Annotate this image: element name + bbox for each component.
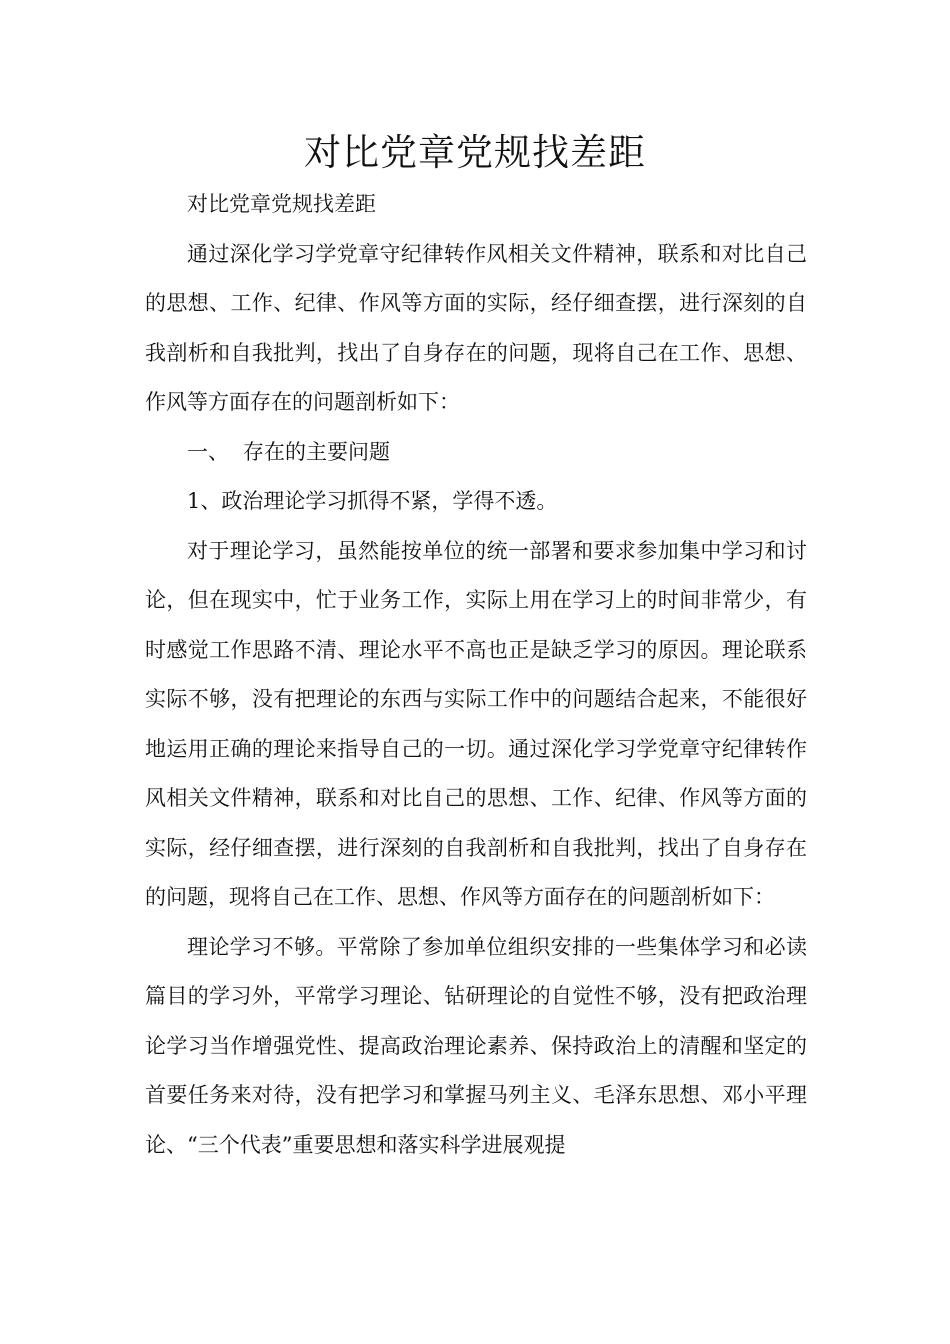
item-heading: 1、政治理论学习抓得不紧，学得不透。: [187, 489, 558, 513]
body-paragraph-2: 对于理论学习，虽然能按单位的统一部署和要求参加集中学习和讨论，但在现实中，忙于业务工作，实际上用在学习上的时间非常少，有时感觉工作思路不清、理论水平不高也正是缺乏学习的原因。理论联系实际不够，没有把理论的东西与实际工作中的问题结合起来，不能很好地运用正确的理论来指导自己的一切。通过深化学习学党章守纪律转作风相关文件精神，联系和对比自己的思想、工作、纪律、作风等方面的实际，经仔细查摆，进行深刻的自我剖析和自我批判，找出了自身存在的问题，现将自己在工作、思想、作风等方面存在的问题剖析如下：: [145, 538, 807, 909]
intro-paragraph: 通过深化学习学党章守纪律转作风相关文件精神，联系和对比自己的思想、工作、纪律、作风等方面的实际，经仔细查摆，进行深刻的自我剖析和自我批判，找出了自身存在的问题，现将自己在工作、思想、作风等方面存在的问题剖析如下：: [145, 241, 807, 414]
document-body: [145, 180, 807, 1170]
body-paragraph-3: 理论学习不够。平常除了参加单位组织安排的一些集体学习和必读篇目的学习外，平常学习理论、钻研理论的自觉性不够，没有把政治理论学习当作增强党性、提高政治理论素养、保持政治上的清醒和坚定的首要任务来对待，没有把学习和掌握马列主义、毛泽东思想、邓小平理论、“三个代表”重要思想和落实科学进展观提: [145, 934, 807, 1157]
section-number: 一、: [187, 439, 229, 464]
section-heading: [145, 428, 807, 478]
section-title: 存在的主要问题: [243, 439, 390, 464]
document-subtitle: 对比党章党规找差距: [187, 192, 376, 216]
document-title: 对比党章党规找差距: [304, 131, 646, 174]
